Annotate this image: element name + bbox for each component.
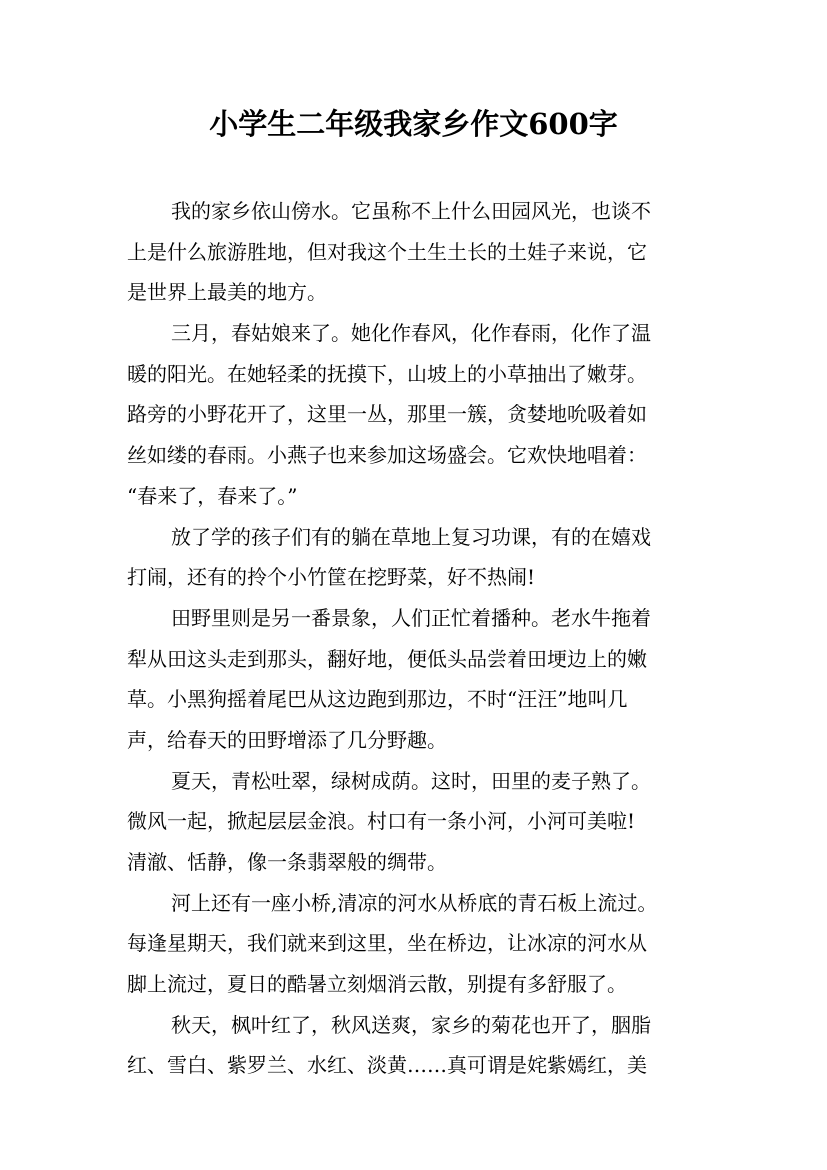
text-line: 夏天，青松吐翠，绿树成荫。这时，田里的麦子熟了。 xyxy=(171,768,651,793)
text-line: 声，给春天的田野增添了几分野趣。 xyxy=(127,727,447,752)
text-line: “春来了，春来了。” xyxy=(127,483,298,508)
text-line: 是世界上最美的地方。 xyxy=(127,280,327,305)
text-line: 微风一起，掀起层层金浪。村口有一条小河，小河可美啦! xyxy=(127,809,636,834)
text-line: 上是什么旅游胜地，但对我这个土生土长的土娃子来说，它 xyxy=(127,239,647,264)
text-line: 每逢星期天，我们就来到这里，坐在桥边，让冰凉的河水从 xyxy=(127,931,647,956)
text-line: 脚上流过，夏日的酷暑立刻烟消云散，别提有多舒服了。 xyxy=(127,972,627,997)
document-title: 小学生二年级我家乡作文600字 xyxy=(209,107,618,141)
text-line: 河上还有一座小桥,清凉的河水从桥底的青石板上流过。 xyxy=(171,890,658,915)
text-line: 丝如缕的春雨。小燕子也来参加这场盛会。它欢快地唱着： xyxy=(127,443,647,468)
text-line: 放了学的孩子们有的躺在草地上复习功课，有的在嬉戏 xyxy=(171,524,651,549)
text-line: 田野里则是另一番景象，人们正忙着播种。老水牛拖着 xyxy=(171,605,651,630)
text-line: 暖的阳光。在她轻柔的抚摸下，山坡上的小草抽出了嫩芽。 xyxy=(127,361,647,386)
text-line: 犁从田这头走到那头，翻好地，便低头品尝着田埂边上的嫩 xyxy=(127,646,647,671)
text-line: 秋天，枫叶红了，秋风送爽，家乡的菊花也开了，胭脂 xyxy=(171,1012,651,1037)
text-line: 三月，春姑娘来了。她化作春风，化作春雨，化作了温 xyxy=(171,321,651,346)
text-line: 草。小黑狗摇着尾巴从这边跑到那边，不时“汪汪”地叫几 xyxy=(127,687,628,712)
text-line: 红、雪白、紫罗兰、水红、淡黄……真可谓是姹紫嫣红，美 xyxy=(127,1053,647,1078)
text-line: 我的家乡依山傍水。它虽称不上什么田园风光，也谈不 xyxy=(171,199,651,223)
essay-body xyxy=(127,191,707,1086)
text-line: 打闹，还有的拎个小竹筐在挖野菜，好不热闹! xyxy=(127,565,536,590)
text-line: 清澈、恬静，像一条翡翠般的绸带。 xyxy=(127,850,447,874)
text-line: 路旁的小野花开了，这里一丛，那里一簇，贪婪地吮吸着如 xyxy=(127,402,647,427)
